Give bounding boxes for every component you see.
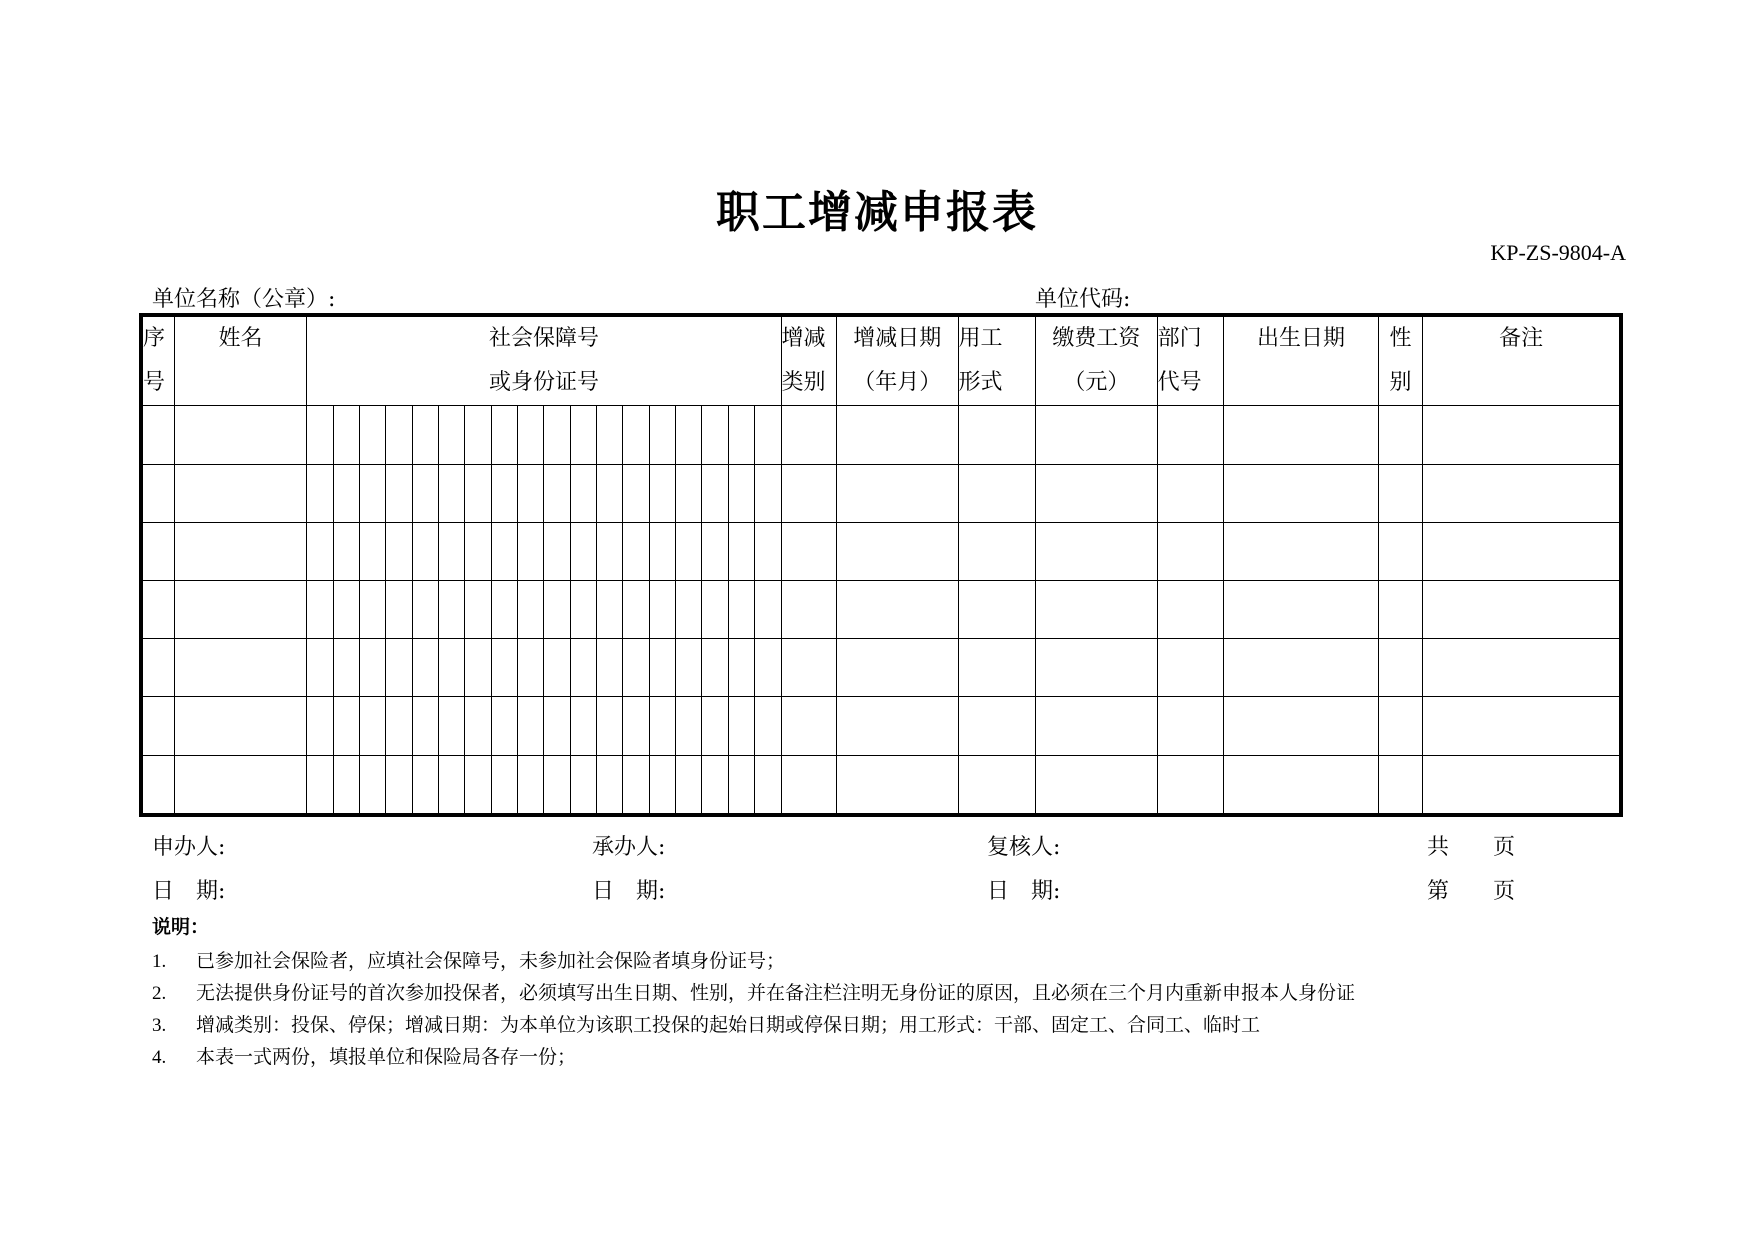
header-change-type: 增减 类别 — [781, 315, 836, 406]
ssn-digit-cell[interactable] — [518, 755, 544, 815]
ssn-digit-cell[interactable] — [412, 464, 438, 522]
table-cell[interactable] — [958, 755, 1035, 815]
table-cell[interactable] — [836, 464, 958, 522]
ssn-digit-cell[interactable] — [755, 406, 782, 464]
ssn-digit-cell[interactable] — [755, 464, 782, 522]
table-cell[interactable] — [836, 522, 958, 580]
table-cell[interactable] — [1423, 406, 1621, 464]
ssn-digit-cell[interactable] — [412, 755, 438, 815]
ssn-digit-cell[interactable] — [491, 581, 517, 639]
table-cell[interactable] — [836, 639, 958, 697]
table-cell[interactable] — [1378, 464, 1422, 522]
header-row — [141, 315, 1621, 406]
table-cell[interactable] — [1423, 581, 1621, 639]
employee-change-table — [139, 313, 1623, 817]
ssn-digit-cell[interactable] — [597, 522, 623, 580]
ssn-digit-cell[interactable] — [544, 639, 570, 697]
ssn-digit-cell[interactable] — [676, 522, 702, 580]
ssn-digit-cell[interactable] — [728, 639, 754, 697]
ssn-digit-cell[interactable] — [386, 522, 412, 580]
ssn-digit-cell[interactable] — [676, 581, 702, 639]
ssn-digit-cell[interactable] — [360, 755, 386, 815]
ssn-digit-cell[interactable] — [518, 639, 544, 697]
ssn-digit-cell[interactable] — [412, 581, 438, 639]
table-cell[interactable] — [781, 639, 836, 697]
table-cell[interactable] — [1035, 639, 1157, 697]
table-cell[interactable] — [1378, 755, 1422, 815]
ssn-digit-cell[interactable] — [623, 464, 649, 522]
table-cell[interactable] — [1224, 522, 1379, 580]
seq-cell[interactable] — [141, 755, 174, 815]
ssn-digit-cell[interactable] — [702, 406, 728, 464]
ssn-digit-cell[interactable] — [755, 522, 782, 580]
table-row — [141, 522, 1621, 580]
name-cell[interactable] — [174, 639, 307, 697]
table-cell[interactable] — [836, 581, 958, 639]
ssn-digit-cell[interactable] — [728, 581, 754, 639]
ssn-digit-cell[interactable] — [597, 639, 623, 697]
ssn-digit-cell[interactable] — [676, 406, 702, 464]
ssn-digit-cell[interactable] — [360, 464, 386, 522]
ssn-digit-cell[interactable] — [439, 581, 465, 639]
name-cell[interactable] — [174, 464, 307, 522]
ssn-digit-cell[interactable] — [623, 755, 649, 815]
ssn-digit-cell[interactable] — [570, 697, 596, 755]
unit-name-label: 单位名称（公章）: — [152, 287, 336, 312]
table-cell[interactable] — [1157, 755, 1223, 815]
table-row — [141, 639, 1621, 697]
table-cell[interactable] — [836, 755, 958, 815]
ssn-digit-cell[interactable] — [570, 406, 596, 464]
table-cell[interactable] — [1224, 406, 1379, 464]
ssn-digit-cell[interactable] — [386, 464, 412, 522]
ssn-digit-cell[interactable] — [518, 581, 544, 639]
ssn-digit-cell[interactable] — [333, 406, 359, 464]
name-cell[interactable] — [174, 697, 307, 755]
table-cell[interactable] — [1378, 522, 1422, 580]
ssn-digit-cell[interactable] — [728, 406, 754, 464]
table-row — [141, 581, 1621, 639]
ssn-digit-cell[interactable] — [307, 464, 333, 522]
header-wage: 缴费工资 （元） — [1035, 315, 1157, 406]
table-cell[interactable] — [958, 581, 1035, 639]
header-ssn: 社会保障号 或身份证号 — [307, 315, 781, 406]
table-cell[interactable] — [1224, 639, 1379, 697]
ssn-digit-cell[interactable] — [544, 697, 570, 755]
table-cell[interactable] — [781, 406, 836, 464]
ssn-digit-cell[interactable] — [491, 464, 517, 522]
ssn-digit-cell[interactable] — [307, 639, 333, 697]
ssn-digit-cell[interactable] — [702, 755, 728, 815]
ssn-digit-cell[interactable] — [333, 464, 359, 522]
ssn-digit-cell[interactable] — [623, 639, 649, 697]
ssn-digit-cell[interactable] — [649, 522, 675, 580]
table-cell[interactable] — [1423, 522, 1621, 580]
table-cell[interactable] — [1378, 639, 1422, 697]
ssn-digit-cell[interactable] — [649, 639, 675, 697]
ssn-digit-cell[interactable] — [491, 522, 517, 580]
ssn-digit-cell[interactable] — [360, 406, 386, 464]
ssn-digit-cell[interactable] — [518, 697, 544, 755]
table-cell[interactable] — [958, 639, 1035, 697]
table-cell[interactable] — [1035, 581, 1157, 639]
table-cell[interactable] — [1035, 697, 1157, 755]
ssn-digit-cell[interactable] — [676, 639, 702, 697]
ssn-digit-cell[interactable] — [465, 581, 491, 639]
form-code: KP-ZS-9804-A — [1490, 240, 1626, 265]
ssn-digit-cell[interactable] — [465, 464, 491, 522]
ssn-digit-cell[interactable] — [728, 755, 754, 815]
ssn-digit-cell[interactable] — [439, 639, 465, 697]
ssn-digit-cell[interactable] — [623, 581, 649, 639]
table-cell[interactable] — [1157, 639, 1223, 697]
ssn-digit-cell[interactable] — [386, 406, 412, 464]
table-row — [141, 406, 1621, 464]
seq-cell[interactable] — [141, 639, 174, 697]
table-cell[interactable] — [1035, 406, 1157, 464]
ssn-digit-cell[interactable] — [702, 464, 728, 522]
ssn-digit-cell[interactable] — [439, 697, 465, 755]
reviewer-label: 复核人: — [987, 835, 1061, 860]
table-cell[interactable] — [1157, 464, 1223, 522]
ssn-digit-cell[interactable] — [544, 464, 570, 522]
ssn-digit-cell[interactable] — [386, 639, 412, 697]
ssn-digit-cell[interactable] — [333, 697, 359, 755]
seq-cell[interactable] — [141, 581, 174, 639]
name-cell[interactable] — [174, 522, 307, 580]
ssn-digit-cell[interactable] — [439, 522, 465, 580]
ssn-digit-cell[interactable] — [386, 697, 412, 755]
ssn-digit-cell[interactable] — [702, 639, 728, 697]
table-cell[interactable] — [1157, 697, 1223, 755]
header-remark: 备注 — [1423, 315, 1621, 406]
header-employment: 用工 形式 — [958, 315, 1035, 406]
ssn-digit-cell[interactable] — [597, 581, 623, 639]
table-cell[interactable] — [1035, 755, 1157, 815]
seq-cell[interactable] — [141, 464, 174, 522]
table-cell[interactable] — [781, 581, 836, 639]
table-cell[interactable] — [1224, 697, 1379, 755]
page-number-label: 第 页 — [1427, 879, 1516, 904]
table-cell[interactable] — [836, 697, 958, 755]
ssn-digit-cell[interactable] — [728, 697, 754, 755]
header-dept: 部门 代号 — [1157, 315, 1223, 406]
ssn-digit-cell[interactable] — [465, 406, 491, 464]
ssn-digit-cell[interactable] — [544, 522, 570, 580]
ssn-digit-cell[interactable] — [333, 755, 359, 815]
ssn-digit-cell[interactable] — [649, 755, 675, 815]
ssn-digit-cell[interactable] — [491, 755, 517, 815]
ssn-digit-cell[interactable] — [518, 464, 544, 522]
ssn-digit-cell[interactable] — [412, 697, 438, 755]
table-cell[interactable] — [1378, 406, 1422, 464]
ssn-digit-cell[interactable] — [570, 755, 596, 815]
date-label-2: 日 期: — [592, 879, 666, 904]
table-cell[interactable] — [1224, 581, 1379, 639]
date-label-1: 日 期: — [152, 879, 226, 904]
ssn-digit-cell[interactable] — [597, 697, 623, 755]
table-cell[interactable] — [781, 522, 836, 580]
applicant-label: 申办人: — [152, 835, 226, 860]
ssn-digit-cell[interactable] — [465, 755, 491, 815]
table-cell[interactable] — [781, 755, 836, 815]
ssn-digit-cell[interactable] — [307, 697, 333, 755]
table-cell[interactable] — [1035, 522, 1157, 580]
ssn-digit-cell[interactable] — [702, 581, 728, 639]
table-cell[interactable] — [958, 522, 1035, 580]
ssn-digit-cell[interactable] — [465, 522, 491, 580]
ssn-digit-cell[interactable] — [728, 522, 754, 580]
ssn-digit-cell[interactable] — [570, 581, 596, 639]
table-cell[interactable] — [781, 697, 836, 755]
ssn-digit-cell[interactable] — [597, 755, 623, 815]
form-title: 职工增减申报表 — [716, 187, 1038, 238]
table-cell[interactable] — [1224, 755, 1379, 815]
ssn-digit-cell[interactable] — [755, 581, 782, 639]
ssn-digit-cell[interactable] — [307, 581, 333, 639]
ssn-digit-cell[interactable] — [728, 464, 754, 522]
ssn-digit-cell[interactable] — [439, 464, 465, 522]
table-cell[interactable] — [836, 406, 958, 464]
table-row — [141, 697, 1621, 755]
ssn-digit-cell[interactable] — [412, 639, 438, 697]
handler-label: 承办人: — [592, 835, 666, 860]
ssn-digit-cell[interactable] — [597, 406, 623, 464]
table-cell[interactable] — [1378, 581, 1422, 639]
note-item: 1. 已参加社会保险者，应填社会保障号，未参加社会保险者填身份证号； — [152, 950, 786, 972]
ssn-digit-cell[interactable] — [623, 406, 649, 464]
ssn-digit-cell[interactable] — [360, 581, 386, 639]
ssn-digit-cell[interactable] — [307, 406, 333, 464]
ssn-digit-cell[interactable] — [491, 639, 517, 697]
table-row — [141, 464, 1621, 522]
ssn-digit-cell[interactable] — [307, 755, 333, 815]
table-cell[interactable] — [1378, 697, 1422, 755]
table-cell[interactable] — [958, 697, 1035, 755]
ssn-digit-cell[interactable] — [676, 697, 702, 755]
ssn-digit-cell[interactable] — [465, 697, 491, 755]
header-seq: 序 号 — [141, 315, 174, 406]
note-item: 2. 无法提供身份证号的首次参加投保者，必须填写出生日期、性别，并在备注栏注明无身份证的原因，且必须在三个月内重新申报本人身份证 — [152, 982, 1356, 1004]
table-cell[interactable] — [1035, 464, 1157, 522]
ssn-digit-cell[interactable] — [623, 522, 649, 580]
ssn-digit-cell[interactable] — [386, 581, 412, 639]
seq-cell[interactable] — [141, 697, 174, 755]
ssn-digit-cell[interactable] — [570, 464, 596, 522]
table-cell[interactable] — [1423, 697, 1621, 755]
ssn-digit-cell[interactable] — [439, 755, 465, 815]
ssn-digit-cell[interactable] — [491, 697, 517, 755]
note-item: 4. 本表一式两份，填报单位和保险局各存一份； — [152, 1046, 577, 1068]
ssn-digit-cell[interactable] — [518, 406, 544, 464]
ssn-digit-cell[interactable] — [360, 697, 386, 755]
ssn-digit-cell[interactable] — [676, 755, 702, 815]
ssn-digit-cell[interactable] — [755, 639, 782, 697]
table-cell[interactable] — [958, 406, 1035, 464]
ssn-digit-cell[interactable] — [465, 639, 491, 697]
ssn-digit-cell[interactable] — [360, 639, 386, 697]
ssn-digit-cell[interactable] — [439, 406, 465, 464]
note-item: 3. 增减类别：投保、停保；增减日期：为本单位为该职工投保的起始日期或停保日期；用工形式：干部、固定工、合同工、临时工 — [152, 1014, 1261, 1036]
ssn-digit-cell[interactable] — [597, 464, 623, 522]
ssn-digit-cell[interactable] — [649, 697, 675, 755]
ssn-digit-cell[interactable] — [570, 639, 596, 697]
ssn-digit-cell[interactable] — [360, 522, 386, 580]
ssn-digit-cell[interactable] — [491, 406, 517, 464]
table-cell[interactable] — [1423, 639, 1621, 697]
ssn-digit-cell[interactable] — [544, 406, 570, 464]
ssn-digit-cell[interactable] — [412, 522, 438, 580]
table-cell[interactable] — [958, 464, 1035, 522]
header-birth: 出生日期 — [1224, 315, 1379, 406]
ssn-digit-cell[interactable] — [412, 406, 438, 464]
name-cell[interactable] — [174, 755, 307, 815]
table-cell[interactable] — [1157, 581, 1223, 639]
ssn-digit-cell[interactable] — [755, 697, 782, 755]
ssn-digit-cell[interactable] — [333, 639, 359, 697]
ssn-digit-cell[interactable] — [649, 464, 675, 522]
ssn-digit-cell[interactable] — [649, 406, 675, 464]
name-cell[interactable] — [174, 581, 307, 639]
ssn-digit-cell[interactable] — [755, 755, 782, 815]
ssn-digit-cell[interactable] — [307, 522, 333, 580]
name-cell[interactable] — [174, 406, 307, 464]
ssn-digit-cell[interactable] — [544, 755, 570, 815]
table-cell[interactable] — [781, 464, 836, 522]
ssn-digit-cell[interactable] — [649, 581, 675, 639]
notes-title: 说明： — [152, 916, 210, 938]
ssn-digit-cell[interactable] — [623, 697, 649, 755]
table-cell[interactable] — [1157, 522, 1223, 580]
table-cell[interactable] — [1423, 464, 1621, 522]
ssn-digit-cell[interactable] — [386, 755, 412, 815]
ssn-digit-cell[interactable] — [544, 581, 570, 639]
header-change-date: 增减日期 （年月） — [836, 315, 958, 406]
seq-cell[interactable] — [141, 522, 174, 580]
unit-code-label: 单位代码: — [1035, 287, 1131, 312]
date-label-3: 日 期: — [987, 879, 1061, 904]
ssn-digit-cell[interactable] — [702, 697, 728, 755]
ssn-digit-cell[interactable] — [570, 522, 596, 580]
ssn-digit-cell[interactable] — [333, 581, 359, 639]
header-gender: 性 别 — [1378, 315, 1422, 406]
seq-cell[interactable] — [141, 406, 174, 464]
total-pages-label: 共 页 — [1427, 835, 1516, 860]
table-row — [141, 755, 1621, 815]
table-cell[interactable] — [1224, 464, 1379, 522]
ssn-digit-cell[interactable] — [518, 522, 544, 580]
ssn-digit-cell[interactable] — [333, 522, 359, 580]
header-name: 姓名 — [174, 315, 307, 406]
ssn-digit-cell[interactable] — [676, 464, 702, 522]
table-cell[interactable] — [1423, 755, 1621, 815]
ssn-digit-cell[interactable] — [702, 522, 728, 580]
table-cell[interactable] — [1157, 406, 1223, 464]
